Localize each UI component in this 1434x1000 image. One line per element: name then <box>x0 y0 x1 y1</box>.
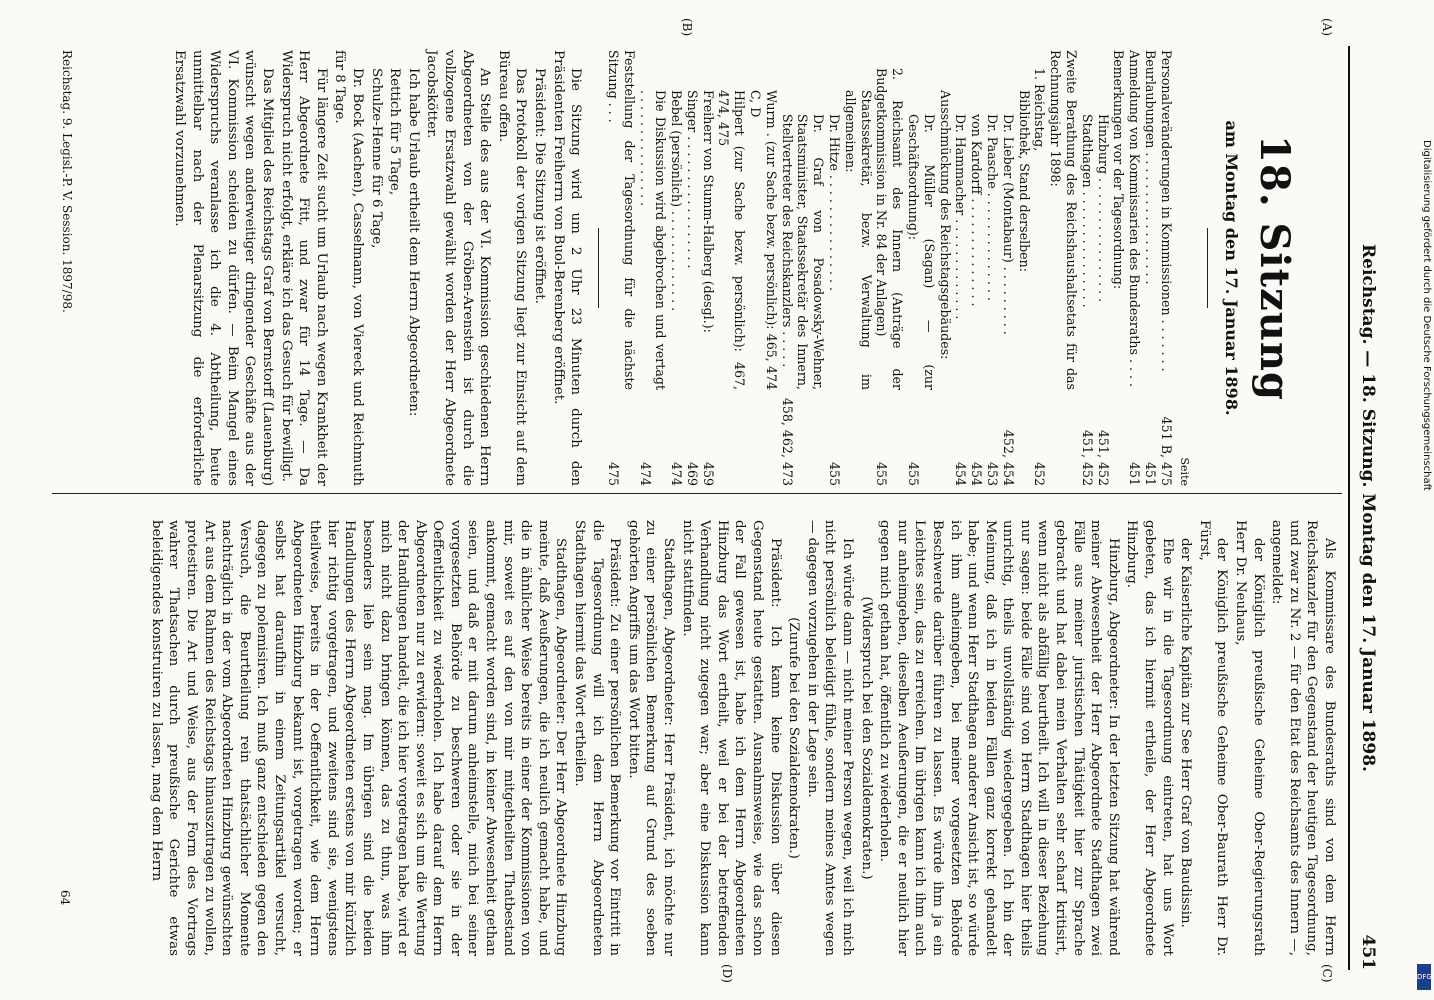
toc-entry: 1. Reichstag, <box>1032 68 1048 152</box>
toc-page: 453 <box>985 461 1001 486</box>
toc-page: 451, 452 <box>1095 429 1111 486</box>
toc-entry: Hilpert (zur Sache bezw. persönlich): 467, 474, 475 <box>716 90 748 390</box>
toc-page: 451 <box>1127 461 1143 486</box>
paragraph: Ehe wir in die Tagesordnung eintreten, hat uns Wort gebeten, das ich hiermit ertheile, der Herr Abgeordnete Hinzburg. <box>1124 520 1175 956</box>
toc-page <box>1111 390 1127 486</box>
toc-row <box>747 50 779 486</box>
toc-entry: Ausschmückung des Reichstagsgebäudes: <box>937 90 953 360</box>
header-page-number: 451 <box>1358 934 1378 970</box>
toc-entry: Freiherr von Stumm-Halberg (desgl.): <box>700 90 716 333</box>
toc-entry: Die Diskussion wird abgebrochen und vertagt . . . . . . . . . . . . . . . <box>637 90 669 390</box>
paragraph: der Königlich preußische Geheime Ober-Regierungsrath Herr Dr. Neuhaus, <box>1233 520 1266 956</box>
left-body <box>170 50 584 486</box>
toc-row <box>779 50 826 486</box>
toc-page: 452, 454 <box>1000 429 1016 486</box>
paragraph: Die Sitzung wird um 2 Uhr 23 Minuten durch den Präsidenten Freiherrn von Buol-Berenberg eröffnet. <box>550 50 584 486</box>
session-title: 18. Sitzung <box>1251 135 1298 401</box>
toc-entry: 2. Reichsamt des Innern (Anträge der Budgetkommission in Nr. 84 der Anlagen) <box>874 68 906 390</box>
toc-row <box>1142 50 1158 486</box>
paragraph: Präsident: Die Sitzung ist eröffnet. <box>531 68 547 304</box>
toc-page: 455 <box>874 461 890 486</box>
toc-page <box>716 390 748 486</box>
toc-entry: Dr. Lieber (Montabaur) . . . . . . . . . <box>1000 114 1016 335</box>
toc-page <box>747 390 779 486</box>
toc-row <box>842 50 874 486</box>
toc-entry: Personalveränderungen in Kommissionen . . . . . . . <box>1158 50 1174 372</box>
toc-entry: Anmeldung von Kommissarien des Bundesraths . . . . <box>1127 50 1143 388</box>
margin-mark-a: (A) <box>1320 18 1334 37</box>
toc-page: 474 <box>669 461 685 486</box>
margin-mark-b: (B) <box>680 18 694 37</box>
paragraph: Als Kommissare des Bundesraths sind von dem Herrn Reichskanzler für den Gegenstand der heutigen Tagesordnung, und zwar zu Nr. 2 — für den Etat des Reichsamts des Innern —, angemeldet: <box>1269 520 1337 956</box>
toc-row <box>1047 50 1079 486</box>
toc-row <box>984 50 1000 486</box>
toc-entry: Bibliothek, Stand derselben: <box>1016 90 1032 272</box>
toc-entry: Singer . . . . . . . . . . . . . . . . . <box>684 90 700 269</box>
toc-page: 451 <box>1143 461 1159 486</box>
toc-row <box>968 50 984 486</box>
paragraph: Das Mitglied des Reichstags Graf von Bernstorff (Lauenburg) wünscht wegen anderweitiger dringender Geschäfte aus der VI. Kommission scheiden zu dürfen. — Beim Mangel eines Widerspruchs veranlasse ich die 4. Abtheilung, heute unmittelbar nach der Plenarsitzung die erforderliche Ersatzwahl vorzunehmen. <box>172 50 276 486</box>
toc-page: 451, 452 <box>1079 429 1095 486</box>
footer-page-number: 64 <box>58 890 72 906</box>
toc-entry: Wurm . (zur Sache bezw. persönlich): 465, 474 C, D <box>748 90 779 390</box>
toc-page <box>842 390 874 486</box>
toc-entry: Zweite Berathung des Reichshaushaltsetats für das Rechnungsjahr 1898: <box>1048 50 1080 390</box>
digitization-credit <box>1416 140 1434 1000</box>
toc-row <box>668 50 684 486</box>
toc-row <box>684 50 700 486</box>
paragraph: Dr. Bock (Aachen), Casselmann, von Viereck und Reichmuth für 8 Tage. <box>332 50 365 486</box>
toc-row <box>1126 50 1142 486</box>
margin-mark-d: (D) <box>720 964 734 983</box>
right-column <box>146 520 1338 956</box>
toc-row <box>1032 50 1048 486</box>
toc-page: 458, 462, 473 <box>779 397 795 486</box>
column-divider <box>52 493 1342 494</box>
toc-entry: Beurlaubungen . . . . . . . . . . . . . . . . . <box>1143 50 1159 285</box>
toc-page: 451 B, 475 <box>1158 416 1174 486</box>
paragraph: An Stelle des aus der VI. Kommission geschiedenen Herrn Abgeordneten von der Gröben-Arenstein ist durch die vollzogene Ersatzwahl gewählt worden der Herr Abgeordnete Jacobskötter. <box>424 50 493 486</box>
toc-row <box>1095 50 1111 486</box>
toc-entry: Hinzburg . . . . . . . . . . . . . . . . <box>1095 114 1111 303</box>
toc-page: 454 <box>969 461 985 486</box>
footer-session: Reichstag. 9. Legisl.-P. V. Session. 1897/98. <box>60 50 74 313</box>
toc-page <box>1016 390 1032 486</box>
paragraph: Ich würde dann — nicht meiner Person wegen, weil ich mich nicht persönlich beleidigt fühle, sondern meines Amtes wegen — dagegen vorzugehen in der Lage sein. <box>804 520 855 956</box>
toc-row <box>1079 50 1095 486</box>
paragraph: (Widerspruch bei den Sozialdemokraten.) <box>858 596 874 880</box>
toc-entry: Feststellung der Tagesordnung für die nächste Sitzung . . . <box>605 50 637 390</box>
header-title: Reichstag. — 18. Sitzung. Montag den 17. Januar 1898. <box>1358 244 1378 772</box>
toc-row <box>1158 50 1174 486</box>
rotated-page <box>34 0 1434 1000</box>
toc-entry: von Kardorff . . . . . . . . . . . . . . <box>969 114 985 307</box>
toc-page: 459 <box>700 461 716 486</box>
toc-row <box>1111 50 1127 486</box>
paragraph: Präsident: Zu einer persönlichen Bemerkung vor Eintritt in die Tagesordnung will ich dem Herrn Abgeordneten Stadthagen hiermit das Wort ertheilen. <box>572 520 623 956</box>
toc-row <box>874 50 906 486</box>
credit-text: Digitalisierung gefördert durch die Deutsche Forschungsgemeinschaft <box>1421 140 1432 491</box>
toc-page: 454 <box>953 461 969 486</box>
margin-mark-c: (C) <box>1320 964 1334 983</box>
paragraph: der Königlich preußische Geheime Ober-Baurath Herr Dr. Fürst, <box>1196 520 1230 956</box>
paragraph: Ich habe Urlaub ertheilt dem Herrn Abgeordneten: <box>405 68 421 417</box>
toc-entry: Stadthagen . . . . . . . . . . . . . . . <box>1079 114 1095 308</box>
paragraph: (Zurufe bei den Sozialdemokraten.) <box>786 617 802 859</box>
toc-entry: Staatssekretär, bezw. Verwaltung im allgemeinen: <box>842 90 874 390</box>
toc-page: 455 <box>906 461 922 486</box>
paragraph: Schulze-Henne für 6 Tage, <box>368 68 384 249</box>
dfg-logo: DFG <box>1417 964 1431 990</box>
header-rule <box>1348 46 1350 970</box>
toc-entry: Bemerkungen vor der Tagesordnung: <box>1111 50 1127 290</box>
toc-entry: Bebel (persönlich) . . . . . . . . . . . . . <box>669 90 685 312</box>
toc-row <box>953 50 969 486</box>
toc-row <box>700 50 716 486</box>
paragraph: Stadthagen, Abgeordneter: Herr Präsident, ich möchte nur zu einer persönlichen Bemerkung auf Grund des soeben gehörten Angriffs um das Wort bitten. <box>625 520 677 956</box>
toc-row <box>1016 50 1032 486</box>
toc-entry: Dr. Paasche . . . . . . . . . . . . . . <box>985 114 1001 301</box>
paragraph: Präsident: Ich kann keine Diskussion über diesen Gegenstand heute gestatten. Ausnahmsweise, wie das schon der Fall gewesen ist, habe ich dem Herrn Abgeordneten Hinzburg das Wort ertheilt, weil er bei der betreffenden Verhandlung nicht zugegen war; aber eine Diskussion kann nicht stattfinden. <box>679 520 783 956</box>
toc-row <box>637 50 669 486</box>
toc-row <box>716 50 748 486</box>
toc-page: 455 <box>827 461 843 486</box>
toc-page: 469 <box>684 461 700 486</box>
paragraph: der Kaiserliche Kapitän zur See Herr Graf von Baudissin. <box>1178 538 1194 928</box>
running-header <box>1352 46 1382 970</box>
toc-row <box>905 50 937 486</box>
right-body <box>147 520 1338 956</box>
toc-entry: Dr. Hammacher . . . . . . . . . . . . . <box>953 114 969 320</box>
separator <box>598 228 599 308</box>
toc-page <box>937 390 953 486</box>
toc-page <box>1047 390 1079 486</box>
session-date: am Montag den 17. Januar 1898. <box>1222 120 1241 416</box>
toc-page: 474 <box>637 461 653 486</box>
toc-entry: Dr. Müller (Sagan) — (zur Geschäftsordnung): <box>906 114 937 390</box>
toc-entry: Dr. Graf von Posadowsky-Wehner, Staatsminister, Staatssekretär des Innern, Stellvertreter des Reichskanzlers . . . . . <box>779 114 827 390</box>
paragraph: Stadthagen, Abgeordneter: Der Herr Abgeordnete Hinzburg meinte, daß Aeußerungen, die ich neulich gemacht habe, und die in ähnlicher Weise bereits in einer der Kommissionen von mir, soweit es auf den von mir mitgetheilten Thatbestand ankommt, gemacht worden sind, in keiner Abwesenheit gethan seien, und daß er mit darum anheimstelle, mich bei seiner vorgesetzten Behörde zu beschweren oder sie in der Oeffentlichkeit zu wiederholen. Ich habe darauf dem Herrn Abgeordneten nur zu erwidern: soweit es sich um die Wertung der Handlungen handelt, die ich hier vorgetragen habe, wird er mich nicht dazu bringen können, das zu thun, was ihm besonders lieb sein mag. Im übrigen sind die beiden Handlungen des Herrn Abgeordneten erstens von mir kürzlich hier richtig vorgetragen, und zweitens sind sie, wenigstens theilweise, bereits in der Oeffentlichkeit, wie dem Herrn Abgeordneten Hinzburg bekannt ist, vorgetragen worden; er selbst hat daraufhin in einem Zeitungsartikel versucht, dagegen zu polemisiren. Ich muß ganz entschieden gegen den Versuch, die Beurtheilung rein thatsächlicher Momente nachträglich in der vom Abgeordneten Hinzburg gewünschten Art aus dem Rahmen des Reichstags hinauszutragen zu wollen, protestiren. Die Art und Weise, aus der Form des Vortrags wahrer Thatsachen durch preußische Gerichte etwas beleidigendes konstruiren zu lassen, mag dem Herrn <box>148 520 569 956</box>
paragraph: Das Protokoll der vorigen Sitzung liegt zur Einsicht auf dem Büreau offen. <box>495 50 529 486</box>
left-column <box>169 50 1338 486</box>
toc-row <box>1000 50 1016 486</box>
separator <box>1207 228 1208 308</box>
toc-header: Seite <box>1178 457 1192 486</box>
paragraph: Für längere Zeit sucht um Urlaub nach wegen Krankheit der Herr Abgeordnete Fitt, und zwar für 14 Tage. — Da Widerspruch nicht erfolgt, erkläre ich das Gesuch für bewilligt. <box>278 50 329 486</box>
toc-row <box>605 50 637 486</box>
table-of-contents <box>605 50 1174 486</box>
toc-row <box>937 50 953 486</box>
toc-page: 452 <box>1032 461 1048 486</box>
toc-page: 475 <box>605 461 621 486</box>
toc-row <box>826 50 842 486</box>
toc-entry: Dr. Hitze . . . . . . . . . . . . . . . <box>827 114 843 291</box>
paragraph: Hinzburg, Abgeordneter: In der letzten Sitzung hat während meiner Abwesenheit der Herr Abgeordnete Stadthagen zwei Fälle aus meiner juristischen Thätigkeit hier zur Sprache gebracht und hat dabei mein Verhalten sehr scharf kritisirt, wenn nicht als abfällig beurtheilt. Ich will in dieser Beziehung nur sagen: beide Fälle sind von Herrn Stadthagen hier theils unrichtig, theils unvollständig wiedergegeben. Ich bin der Meinung, daß ich in beiden Fällen ganz korrekt gehandelt habe; und wenn Herr Stadthagen anderer Ansicht ist, so würde ich ihm anheimgeben, bei meiner vorgesetzten Behörde Beschwerde darüber führen zu lassen. Es würde ihm ja ein Leichtes sein, das zu erreichen. Im übrigen kann ich ihm auch nur anheimgeben, dieselben Aeußerungen, die er neulich hier gegen mich gethan hat, öffentlich zu wiederholen. <box>877 520 1121 956</box>
paragraph: Rettich für 5 Tage, <box>387 68 403 196</box>
